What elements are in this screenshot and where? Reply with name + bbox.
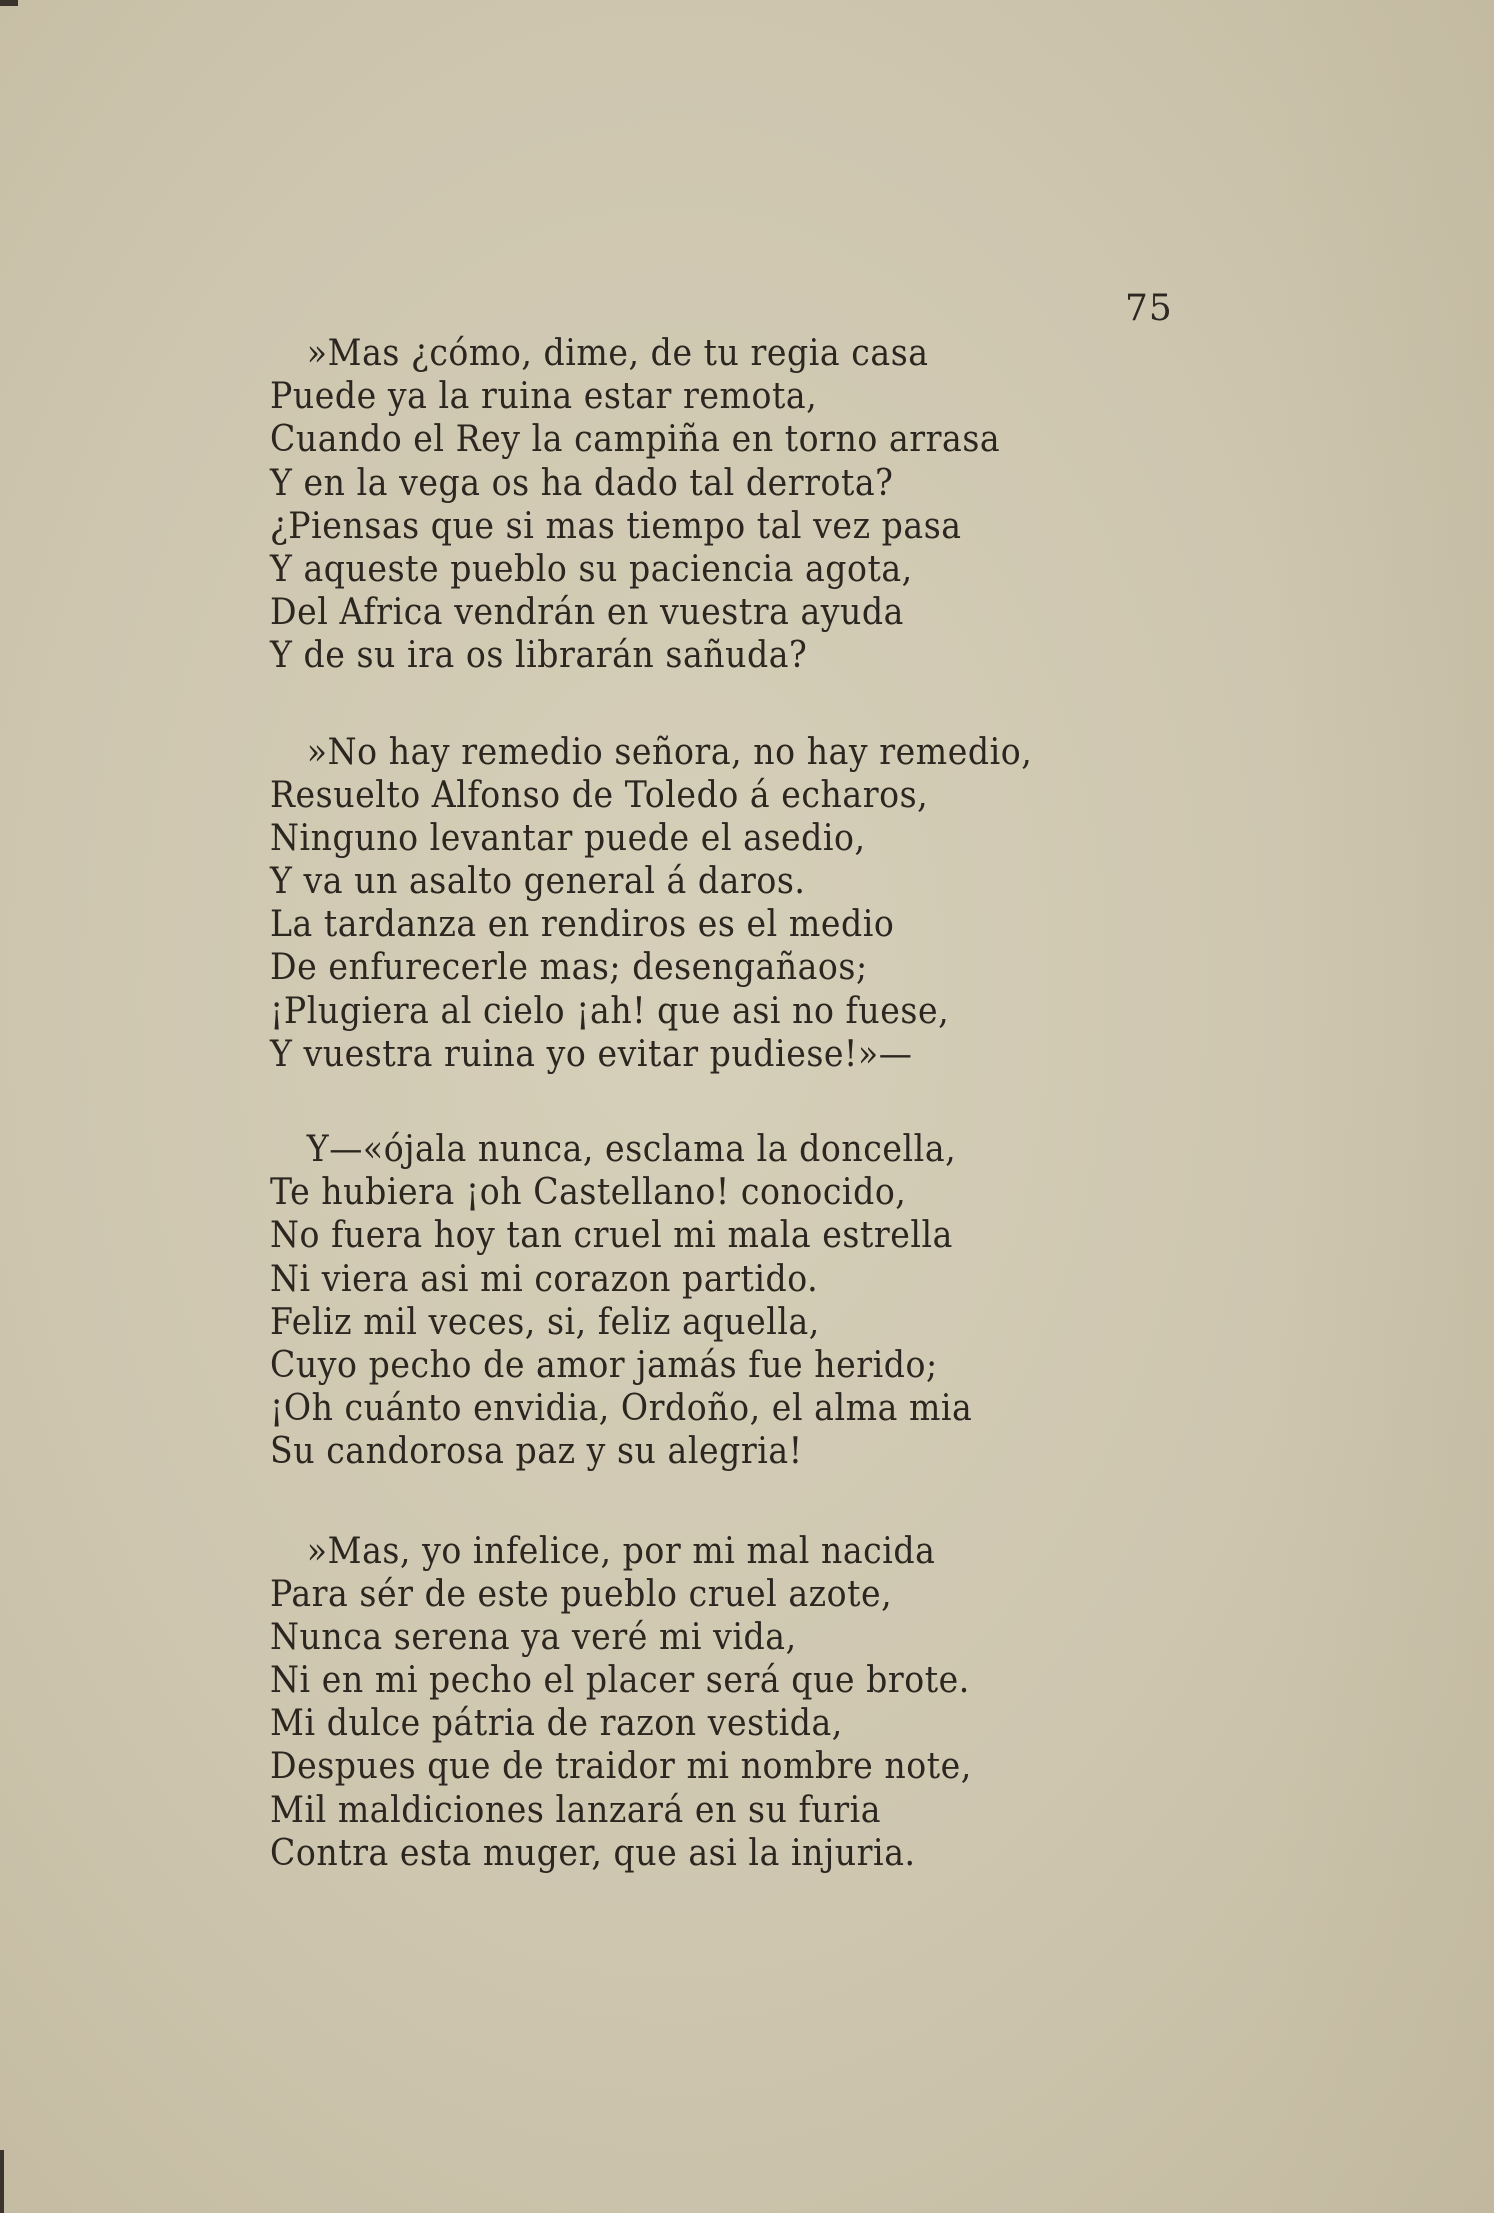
verse-line: Y va un asalto general á daros. [270,861,806,903]
verse-line: Para sér de este pueblo cruel azote, [270,1573,893,1615]
verse-line: Ni en mi pecho el placer será que brote. [270,1660,970,1702]
verse-line: Resuelto Alfonso de Toledo á echaros, [270,774,929,816]
verse-line: Cuyo pecho de amor jamás fue herido; [270,1344,938,1386]
verse-line: ¡Oh cuánto envidia, Ordoño, el alma mia [270,1388,973,1430]
poem [270,332,1370,1928]
verse-line: Cuando el Rey la campiña en torno arrasa [270,419,1001,461]
verse-line: De enfurecerle mas; desengañaos; [270,947,868,989]
margin-mark-bottom [0,2150,4,2213]
verse-line: »No hay remedio señora, no hay remedio, [306,731,1033,773]
verse-line: Y de su ira os librarán sañuda? [270,635,808,677]
verse-line: ¿Piensas que si mas tiempo tal vez pasa [270,505,962,547]
verse-line: Y vuestra ruina yo evitar pudiese!»— [270,1033,913,1075]
verse-line: Te hubiera ¡oh Castellano! conocido, [270,1172,907,1214]
stanza-4 [270,1530,1370,1876]
verse-line: Feliz mil veces, si, feliz aquella, [270,1301,820,1343]
verse-line: »Mas ¿cómo, dime, de tu regia casa [306,333,929,374]
verse-line: No fuera hoy tan cruel mi mala estrella [270,1215,953,1257]
verse-line: Mi dulce pátria de razon vestida, [270,1703,843,1745]
verse-line: Su candorosa paz y su alegria! [270,1431,803,1473]
page-number: 75 [1125,288,1173,329]
stanza-3 [270,1128,1370,1474]
verse-line: Despues que de traidor mi nombre note, [270,1746,972,1788]
verse-line: Ni viera asi mi corazon partido. [270,1258,819,1300]
verse-line: ¡Plugiera al cielo ¡ah! que asi no fuese, [270,990,950,1032]
verse-line: Y aqueste pueblo su paciencia agota, [270,548,913,590]
verse-line: Contra esta muger, que asi la injuria. [270,1832,916,1874]
verse-line: Puede ya la ruina estar remota, [270,376,818,418]
verse-line: Y en la vega os ha dado tal derrota? [270,462,894,504]
verse-line: La tardanza en rendiros es el medio [270,904,895,946]
stanza-1 [270,332,1370,678]
verse-line: Mil maldiciones lanzará en su furia [270,1789,882,1831]
margin-mark-top [0,0,18,6]
verse-line: Del Africa vendrán en vuestra ayuda [270,592,904,634]
stanza-2 [270,731,1370,1077]
verse-line: »Mas, yo infelice, por mi mal nacida [306,1530,936,1572]
verse-line: Y—«ójala nunca, esclama la doncella, [306,1129,957,1170]
verse-line: Nunca serena ya veré mi vida, [270,1616,797,1658]
verse-line: Ninguno levantar puede el asedio, [270,817,866,859]
